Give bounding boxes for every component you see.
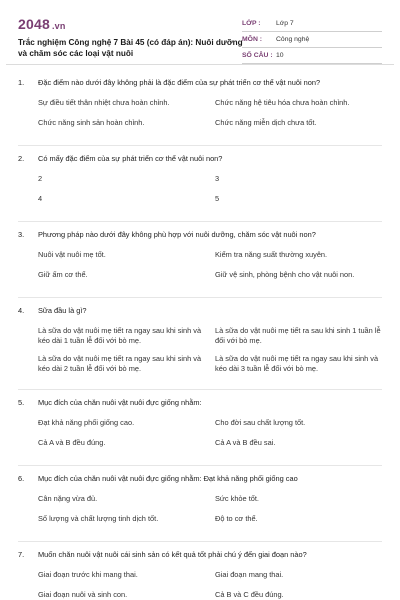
question-number: 6. xyxy=(18,474,25,483)
answer-option[interactable]: Là sữa do vật nuôi mẹ tiết ra ngay sau khi sinh và kéo dài 1 tuần lễ đối với bò mẹ. xyxy=(38,325,202,345)
meta-value: Công nghệ xyxy=(276,36,310,43)
answer-option[interactable]: Số lượng và chất lượng tinh dịch tốt. xyxy=(38,513,159,523)
question-number: 7. xyxy=(18,550,25,559)
question-item xyxy=(18,466,382,542)
answer-option[interactable]: Giữ vệ sinh, phòng bệnh cho vật nuôi non. xyxy=(215,269,355,279)
answer-option[interactable]: Giai đoạn trước khi mang thai. xyxy=(38,569,138,579)
answer-option[interactable]: 2 xyxy=(38,173,43,183)
answer-option[interactable]: Chức năng miễn dịch chưa tốt. xyxy=(215,117,317,127)
answer-option[interactable]: Cả A và B đều sai. xyxy=(215,437,276,447)
metadata-box xyxy=(242,16,382,64)
answer-option[interactable]: Là sữa do vật nuôi mẹ tiết ra ngay sau khi sinh và kéo dài 2 tuần lễ đối với bò mẹ. xyxy=(38,353,202,373)
meta-label: MÔN : xyxy=(242,36,263,43)
answer-option[interactable]: Sự điều tiết thân nhiệt chưa hoàn chỉnh. xyxy=(38,97,170,107)
answer-option[interactable]: 4 xyxy=(38,193,43,203)
answer-option[interactable]: Giữ ấm cơ thể. xyxy=(38,269,88,279)
answer-option[interactable]: Cả A và B đều đúng. xyxy=(38,437,106,447)
meta-row xyxy=(242,48,382,64)
question-number: 5. xyxy=(18,398,25,407)
answer-option[interactable]: Nuôi vật nuôi mẹ tốt. xyxy=(38,249,106,259)
question-item xyxy=(18,70,382,146)
question-list xyxy=(18,70,382,600)
answer-option[interactable]: Cân nặng vừa đủ. xyxy=(38,493,98,503)
question-number: 3. xyxy=(18,230,25,239)
question-stem xyxy=(18,466,382,484)
question-stem xyxy=(18,146,382,164)
question-item xyxy=(18,222,382,298)
question-text: Mục đích của chăn nuôi vật nuôi đực giống nhằm: Đạt khả năng phối giống cao xyxy=(38,474,298,483)
question-stem xyxy=(18,222,382,240)
meta-row xyxy=(242,16,382,32)
question-stem xyxy=(18,542,382,560)
question-number: 1. xyxy=(18,78,25,87)
answer-option[interactable]: Giai đoạn mang thai. xyxy=(215,569,284,579)
question-stem xyxy=(18,390,382,408)
header xyxy=(12,10,388,72)
question-text: Sữa đầu là gì? xyxy=(38,306,87,315)
answer-option[interactable]: Cả B và C đều đúng. xyxy=(215,589,284,599)
answer-option[interactable]: 3 xyxy=(215,173,220,183)
answer-option[interactable]: Giai đoạn nuôi và sinh con. xyxy=(38,589,128,599)
meta-value: Lớp 7 xyxy=(276,20,294,27)
question-stem xyxy=(18,298,382,316)
answer-option[interactable]: Là sữa do vật nuôi mẹ tiết ra ngay sau khi sinh và kéo dài 3 tuần lễ đối với bò mẹ. xyxy=(215,353,379,373)
question-options xyxy=(18,316,382,384)
answer-option[interactable]: Đạt khả năng phối giống cao. xyxy=(38,417,135,427)
question-text: Mục đích của chăn nuôi vật nuôi đực giống nhằm: xyxy=(38,398,202,407)
question-options xyxy=(18,408,382,458)
answer-option[interactable]: Là sữa do vật nuôi mẹ tiết ra sau khi sinh 1 tuần lễ đối với bò mẹ. xyxy=(215,325,381,345)
question-text: Phương pháp nào dưới đây không phù hợp với nuôi dưỡng, chăm sóc vật nuôi non? xyxy=(38,230,316,239)
meta-label: LỚP : xyxy=(242,20,261,27)
meta-row xyxy=(242,32,382,48)
answer-option[interactable]: Chức năng hệ tiêu hóa chưa hoàn chỉnh. xyxy=(215,97,350,107)
header-divider xyxy=(6,64,394,65)
question-number: 2. xyxy=(18,154,25,163)
meta-value: 10 xyxy=(276,52,284,59)
question-options xyxy=(18,484,382,534)
answer-option[interactable]: Sức khỏe tốt. xyxy=(215,493,259,503)
question-item xyxy=(18,542,382,600)
answer-option[interactable]: Kiểm tra năng suất thường xuyên. xyxy=(215,249,328,259)
question-options xyxy=(18,164,382,214)
logo-sub: .vn xyxy=(51,21,66,31)
question-item xyxy=(18,298,382,390)
question-number: 4. xyxy=(18,306,25,315)
answer-option[interactable]: 5 xyxy=(215,193,220,203)
answer-option[interactable]: Cho đời sau chất lượng tốt. xyxy=(215,417,306,427)
question-options xyxy=(18,240,382,290)
question-options xyxy=(18,88,382,138)
question-text: Đặc điểm nào dưới đây không phải là đặc điểm của sự phát triển cơ thể vật nuôi non? xyxy=(38,78,321,87)
question-stem xyxy=(18,70,382,88)
answer-option[interactable]: Chức năng sinh sản hoàn chỉnh. xyxy=(38,117,145,127)
question-text: Có mấy đặc điểm của sự phát triển cơ thể vật nuôi non? xyxy=(38,154,223,163)
site-logo[interactable] xyxy=(18,16,66,32)
question-options xyxy=(18,560,382,600)
question-text: Muốn chăn nuôi vật nuôi cái sinh sản có kết quả tốt phải chú ý đến giai đoạn nào? xyxy=(38,550,307,559)
meta-label: SỐ CÂU : xyxy=(242,52,273,59)
question-item xyxy=(18,390,382,466)
document-title: Trắc nghiệm Công nghệ 7 Bài 45 (có đáp án): Nuôi dưỡng và chăm sóc các loại vật nuôi xyxy=(18,38,243,58)
question-item xyxy=(18,146,382,222)
answer-option[interactable]: Độ to cơ thể. xyxy=(215,513,258,523)
logo-main: 2048 xyxy=(18,16,50,32)
